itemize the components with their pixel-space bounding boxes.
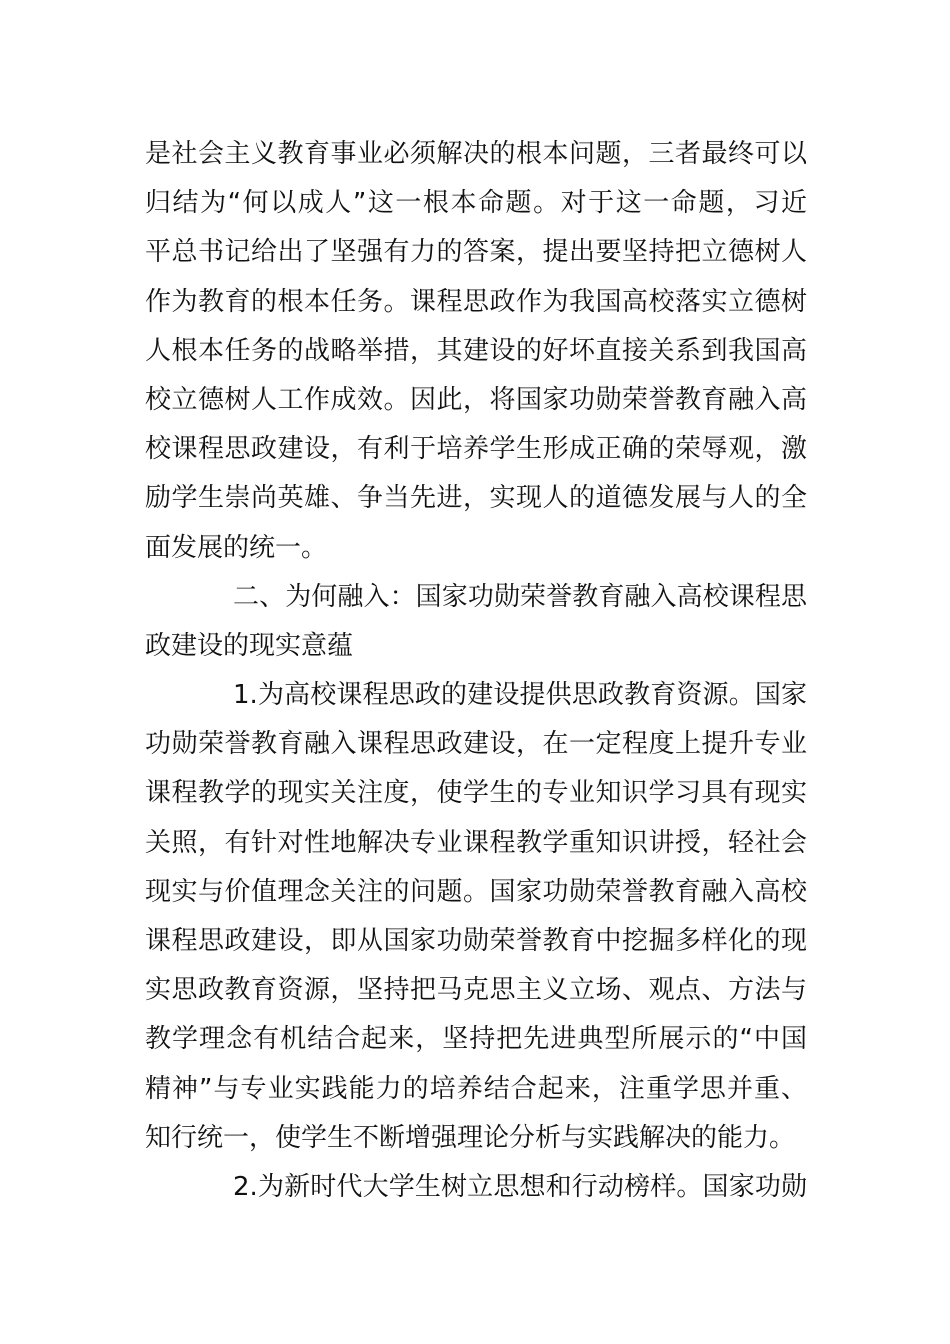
text-line: 归结为“何以成人”这一根本命题。对于这一命题，习近 [145, 188, 807, 219]
list-item-2 [145, 1163, 807, 1212]
text-line: 知行统一，使学生不断增强理论分析与实践解决的能力。 [145, 1122, 796, 1153]
text-line: 课程思政建设，即从国家功勋荣誉教育中挖掘多样化的现 [145, 926, 807, 956]
text-line: 精神”与专业实践能力的培养结合起来，注重学思并重、 [145, 1073, 807, 1104]
section-heading-2 [145, 573, 807, 671]
text-line: 现实与价值理念关注的问题。国家功勋荣誉教育融入高校 [145, 876, 807, 907]
text-line: 校立德树人工作成效。因此，将国家功勋荣誉教育融入高 [145, 384, 807, 415]
text-line: 是社会主义教育事业必须解决的根本问题，三者最终可以 [145, 139, 807, 169]
heading-line: 政建设的现实意蕴 [145, 630, 354, 661]
text-line: 实思政教育资源，坚持把马克思主义立场、观点、方法与 [145, 975, 807, 1006]
text-line: 1.为高校课程思政的建设提供思政教育资源。国家 [233, 680, 807, 711]
text-line: 课程教学的现实关注度，使学生的专业知识学习具有现实 [145, 778, 807, 809]
text-line: 教学理念有机结合起来，坚持把先进典型所展示的“中国 [145, 1024, 807, 1055]
text-line: 功勋荣誉教育融入课程思政建设，在一定程度上提升专业 [145, 729, 807, 760]
text-line: 人根本任务的战略举措，其建设的好坏直接关系到我国高 [145, 335, 807, 366]
paragraph-1 [145, 130, 807, 573]
text-line: 励学生崇尚英雄、争当先进，实现人的道德发展与人的全 [145, 483, 807, 514]
heading-line: 二、为何融入：国家功勋荣誉教育融入高校课程思 [233, 581, 807, 612]
list-item-1 [145, 671, 807, 1163]
text-line: 平总书记给出了坚强有力的答案，提出要坚持把立德树人 [145, 237, 807, 268]
text-line: 校课程思政建设，有利于培养学生形成正确的荣辱观，激 [145, 434, 807, 465]
text-line: 面发展的统一。 [145, 532, 328, 563]
document-body [145, 130, 807, 1212]
text-line: 作为教育的根本任务。课程思政作为我国高校落实立德树 [145, 286, 807, 317]
text-line: 关照，有针对性地解决专业课程教学重知识讲授，轻社会 [145, 827, 807, 858]
text-line: 2.为新时代大学生树立思想和行动榜样。国家功勋 [233, 1171, 807, 1202]
